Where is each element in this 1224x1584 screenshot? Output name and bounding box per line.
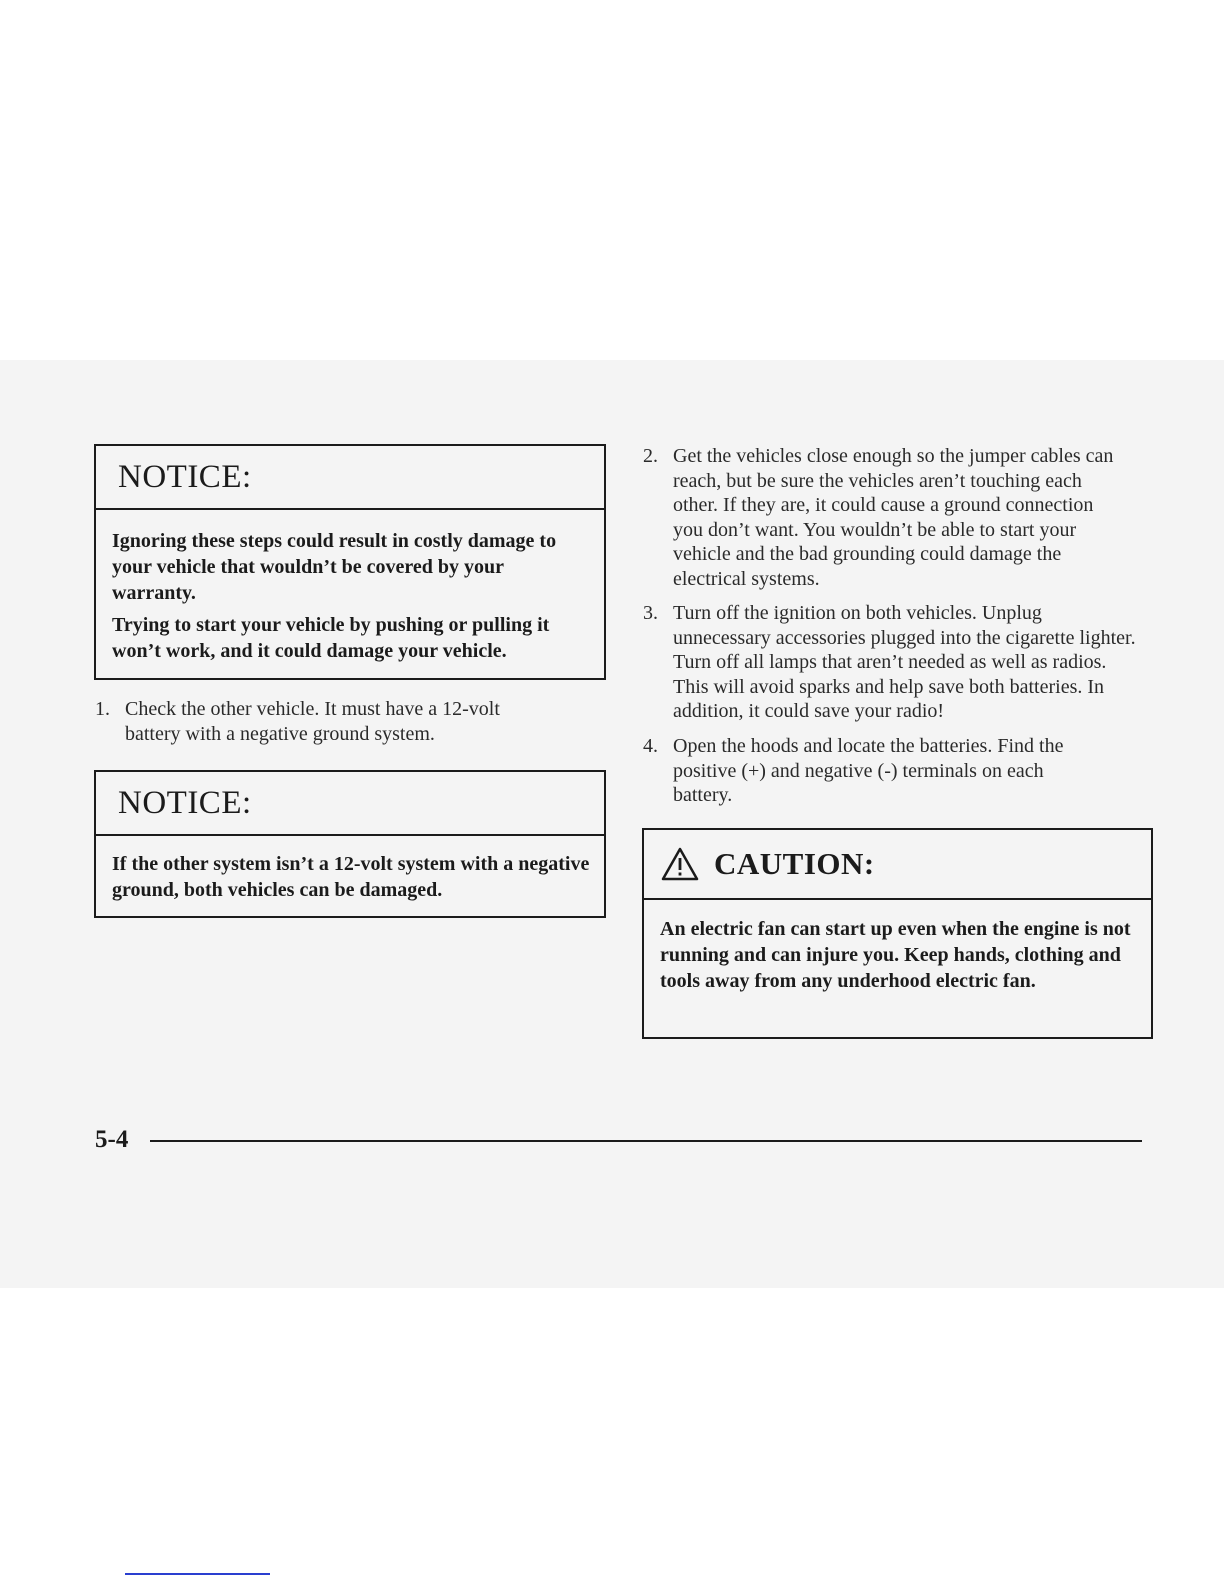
step-3 bbox=[643, 601, 1143, 726]
notice-1-paragraph-1: Ignoring these steps could result in costly damage to your vehicle that wouldn’t be covered by your warranty. bbox=[112, 530, 557, 604]
notice-box-2 bbox=[94, 770, 606, 918]
step-3-text: Turn off the ignition on both vehicles. Unplug unnecessary accessories plugged into the cigarette lighter. Turn off all lamps that aren’t needed as well as radios. This will avoid sparks and help save both batteries. In addition, it could save your radio! bbox=[673, 602, 1136, 722]
step-1-text: Check the other vehicle. It must have a 12-volt battery with a negative ground system. bbox=[125, 698, 500, 745]
step-2-text: Get the vehicles close enough so the jumper cables can reach, but be sure the vehicles aren’t touching each other. If they are, it could cause a ground connection you don’t want. You wouldn’t be able to start your vehicle and the bad grounding could damage the electrical systems. bbox=[673, 445, 1114, 590]
notice-body-1 bbox=[96, 510, 604, 664]
caution-body bbox=[644, 900, 1151, 994]
notice-2-paragraph-1: If the other system isn’t a 12-volt system with a negative ground, both vehicles can be damaged. bbox=[112, 853, 590, 901]
notice-title-2: NOTICE: bbox=[96, 772, 604, 836]
notice-title-1: NOTICE: bbox=[96, 446, 604, 510]
footer-rule bbox=[150, 1140, 1142, 1142]
step-2 bbox=[643, 444, 1143, 594]
step-1 bbox=[95, 697, 565, 749]
caution-box bbox=[642, 828, 1153, 1039]
caution-header bbox=[644, 830, 1151, 900]
step-3-number: 3. bbox=[643, 602, 658, 624]
caution-paragraph-1: An electric fan can start up even when the engine is not running and can injure you. Keep hands, clothing and tools away from any underhood electric fan. bbox=[660, 918, 1131, 992]
caution-title: CAUTION: bbox=[714, 846, 875, 881]
notice-box-1 bbox=[94, 444, 606, 680]
step-4-text: Open the hoods and locate the batteries. Find the positive (+) and negative (-) terminals on each battery. bbox=[673, 735, 1064, 806]
step-4-number: 4. bbox=[643, 735, 658, 757]
bottom-link-underline bbox=[125, 1573, 270, 1575]
page-number: 5-4 bbox=[95, 1126, 129, 1153]
warning-triangle-icon bbox=[660, 846, 700, 882]
notice-1-paragraph-2: Trying to start your vehicle by pushing or pulling it won’t work, and it could damage your vehicle. bbox=[112, 614, 550, 662]
notice-body-2 bbox=[96, 836, 604, 903]
step-1-number: 1. bbox=[95, 698, 110, 720]
step-2-number: 2. bbox=[643, 445, 658, 467]
step-4 bbox=[643, 734, 1143, 809]
